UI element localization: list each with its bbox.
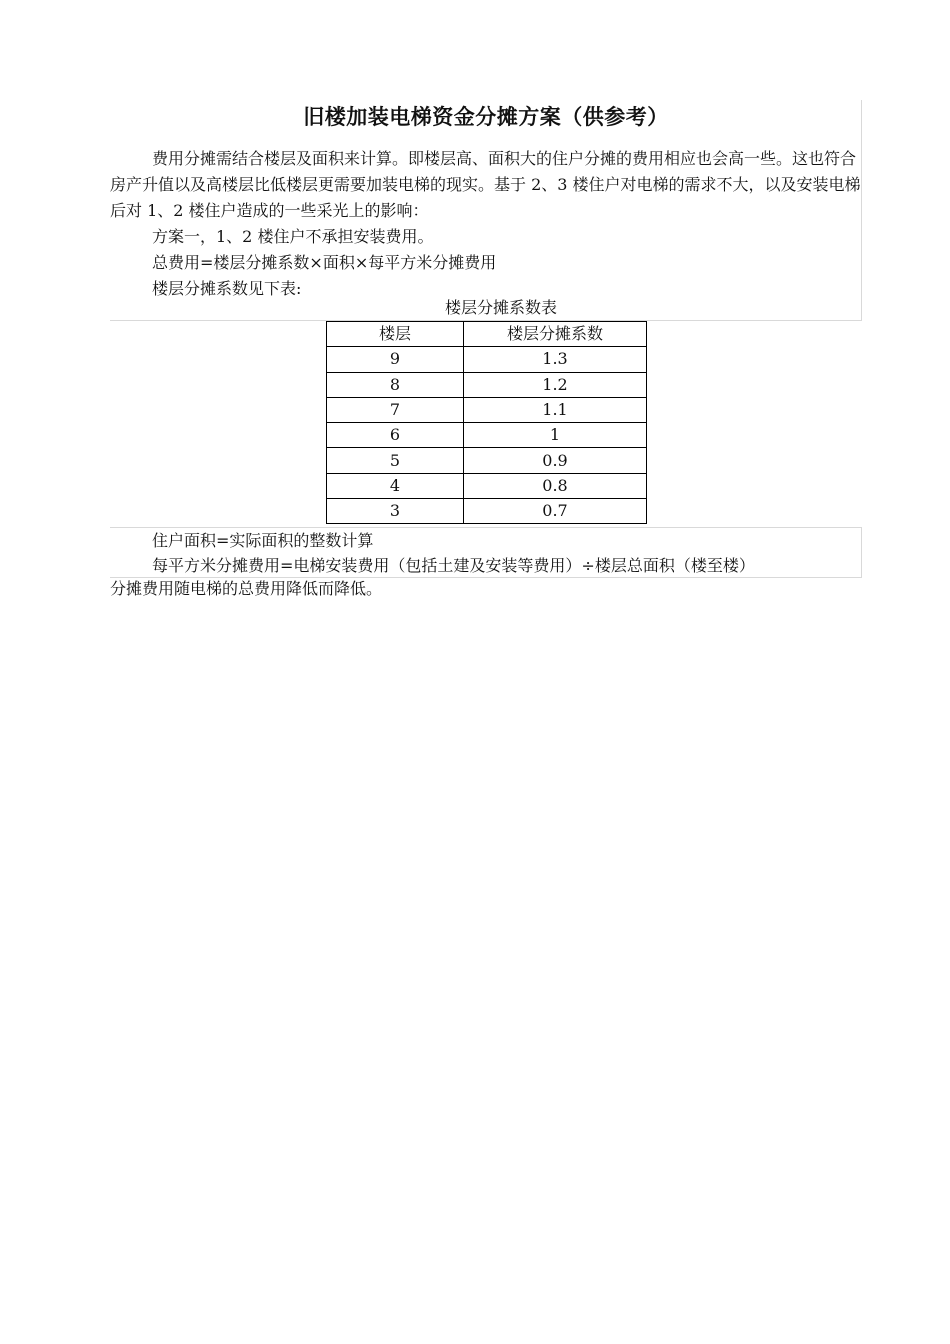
floor-cell: 5 bbox=[327, 448, 464, 473]
document-lower-section bbox=[110, 527, 862, 578]
coefficient-cell: 1.1 bbox=[464, 397, 647, 422]
table-row bbox=[327, 473, 647, 498]
plan-one-paragraph: 方案一，1、2 楼住户不承担安装费用。 bbox=[152, 227, 434, 246]
coefficient-cell: 1.2 bbox=[464, 372, 647, 397]
table-row bbox=[327, 347, 647, 372]
cost-reduction-note: 分摊费用随电梯的总费用降低而降低。 bbox=[110, 579, 383, 598]
floor-cell: 9 bbox=[327, 347, 464, 372]
floor-cell: 7 bbox=[327, 397, 464, 422]
floor-cell: 4 bbox=[327, 473, 464, 498]
coefficient-cell: 1.3 bbox=[464, 347, 647, 372]
table-caption: 楼层分摊系数表 bbox=[444, 298, 557, 317]
coefficient-cell: 1 bbox=[464, 423, 647, 448]
floor-cell: 8 bbox=[327, 372, 464, 397]
document-title: 旧楼加装电梯资金分摊方案（供参考） bbox=[303, 105, 669, 129]
area-rule-text: 住户面积=实际面积的整数计算 bbox=[152, 531, 374, 550]
header-coefficient: 楼层分摊系数 bbox=[464, 322, 647, 347]
floor-cell: 3 bbox=[327, 499, 464, 524]
intro-paragraph: 费用分摊需结合楼层及面积来计算。即楼层高、面积大的住户分摊的费用相应也会高一些。这也符合房产升值以及高楼层比低楼层更需要加装电梯的现实。基于 2、3 楼住户对电梯的需求不大，以及安装电梯后对 1、2 楼住户造成的一些采光上的影响： bbox=[110, 149, 861, 220]
table-row bbox=[327, 448, 647, 473]
per-sqm-cost-formula: 每平方米分摊费用=电梯安装费用（包括土建及安装等费用）÷楼层总面积（楼至楼） bbox=[152, 556, 755, 575]
document-upper-section bbox=[110, 100, 862, 321]
coefficient-cell: 0.8 bbox=[464, 473, 647, 498]
table-row bbox=[327, 499, 647, 524]
table-header-row bbox=[327, 322, 647, 347]
header-floor: 楼层 bbox=[327, 322, 464, 347]
table-row bbox=[327, 372, 647, 397]
floor-coefficient-table bbox=[326, 321, 647, 524]
coefficient-cell: 0.9 bbox=[464, 448, 647, 473]
table-row bbox=[327, 397, 647, 422]
total-cost-formula: 总费用=楼层分摊系数×面积×每平方米分摊费用 bbox=[152, 253, 497, 272]
table-row bbox=[327, 423, 647, 448]
floor-cell: 6 bbox=[327, 423, 464, 448]
table-reference-text: 楼层分摊系数见下表: bbox=[152, 279, 302, 298]
coefficient-cell: 0.7 bbox=[464, 499, 647, 524]
